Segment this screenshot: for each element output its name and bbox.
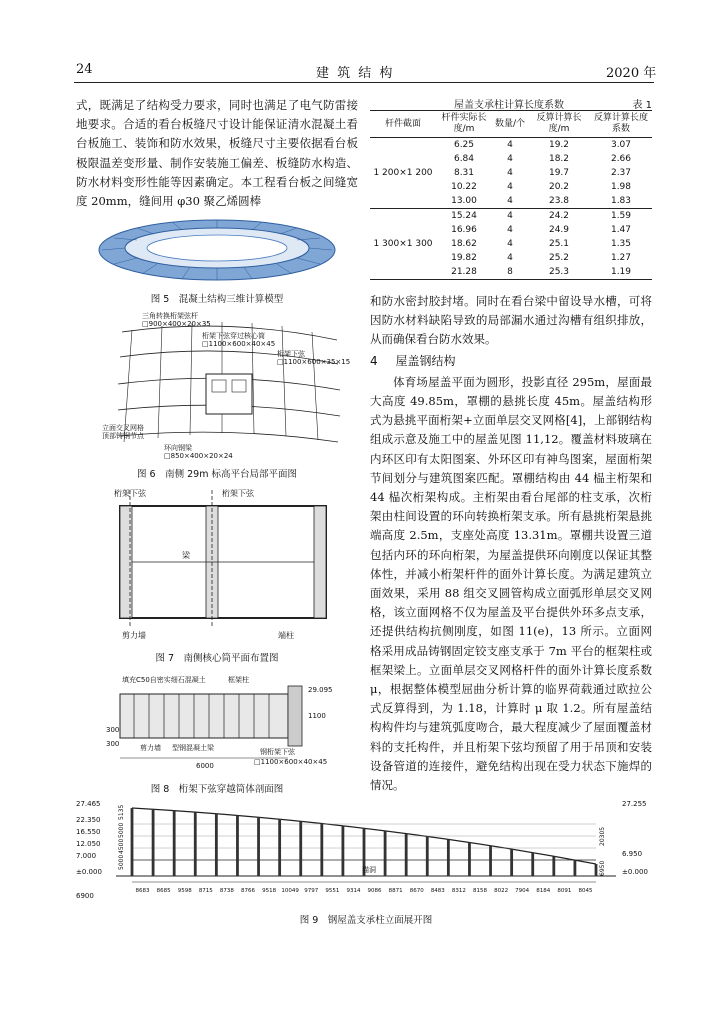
cell: 8	[507, 267, 513, 277]
cell: 4	[507, 253, 513, 263]
fig9-column	[552, 856, 555, 876]
fig7-caption: 图 7 南侧核心筒平面布置图	[155, 653, 279, 664]
fig8-label-h: 钢桁架下弦	[260, 748, 295, 756]
fig9-bottom-dim: 8184	[536, 888, 551, 894]
fig9-column	[405, 834, 408, 876]
fig5-3d-model	[92, 208, 342, 286]
left-intro-text	[76, 96, 358, 211]
th-length: 杆件实际长度/m	[436, 111, 492, 138]
fig8-label-d: 1100	[308, 712, 326, 720]
cell: 3.07	[610, 140, 632, 150]
right-paragraph-top: 和防水密封胶封堵。同时在看台梁中留设导水槽，可将因防水材料缺陷导致的局部漏水通过沟槽有组织排放，从而确保看台防水效果。	[370, 294, 652, 347]
cell: 1.98	[610, 182, 632, 192]
fig9-column	[320, 823, 323, 876]
fig9-bottom-dim: 8483	[430, 888, 445, 894]
fig6-caption: 图 6 南侧 29m 标高平台局部平面图	[137, 469, 297, 480]
left-paragraph: 式，既满足了结构受力要求，同时也满足了电气防雷接地要求。合适的看台板缝尺寸设计能保证清水混凝土看台板施工、装饰和防水效果，板缝尺寸主要依据看台板极限温差变形量、制作安装施工偏差、板缝防水构造、防水材料变形性能等因素确定。本工程看台板之间缝宽度 20mm，缝间用 φ30 聚乙烯圆棒	[76, 98, 358, 209]
th-coef: 反算计算长度系数	[590, 111, 652, 138]
fig9-right-elev-1: 6.950	[622, 850, 643, 858]
cell: 20.2	[548, 182, 570, 192]
fig8-label-i: 6000	[196, 762, 214, 770]
fig9-bottom-dim: 9086	[367, 888, 382, 894]
th-count: 数量/个	[492, 111, 528, 138]
fig6-platform-plan	[102, 312, 352, 462]
fig9-bottom-dim: 8738	[219, 888, 234, 894]
fig9-column	[173, 811, 176, 876]
fig6-label-e2: □850×400×20×24	[164, 452, 233, 460]
fig9-column	[131, 808, 134, 876]
right-text-column	[370, 292, 652, 795]
table-row	[370, 209, 652, 224]
table-row	[370, 138, 652, 153]
section4-title: 屋盖钢结构	[395, 353, 456, 368]
fig9-left-elev-5: ±0.000	[76, 868, 102, 876]
cell: 4	[507, 239, 513, 249]
fig9-bottom-dim: 8871	[388, 888, 403, 894]
cell: 4	[507, 196, 513, 206]
fig9-left-dim-0: 5135	[118, 804, 125, 820]
fig9-left-elev-3: 12.050	[76, 840, 101, 848]
cell: 8.31	[453, 168, 475, 178]
cell: 24.2	[528, 209, 590, 224]
fig9-column	[574, 860, 577, 876]
fig9-left-dim-2: 4500	[118, 838, 125, 854]
cell: 4	[507, 182, 513, 192]
fig9-left-elev-0: 27.465	[76, 800, 101, 808]
cell: 25.1	[548, 239, 570, 249]
cell: 16.96	[451, 225, 477, 235]
fig9-bottom-dim: 10049	[281, 888, 299, 894]
fig9-left-elev-1: 22.350	[76, 816, 101, 824]
fig9-column	[194, 812, 197, 876]
cell: 10.22	[451, 182, 477, 192]
fig9-bottom-dim: 8685	[156, 888, 171, 894]
cell: 1.35	[610, 239, 632, 249]
right-paragraph-body: 体育场屋盖平面为圆形，投影直径 295m，屋面最大高度 49.85m，罩棚的悬挑长度 45m。屋盖结构形式为悬挑平面桁架+立面单层交叉网格[4]，上部钢结构组成示意及施工中的屋盖见图 11,12。覆盖材料玻璃在内环区印有太阳图案、外环区印有神鸟图案，屋面桁架节间划分与建筑图案匹配。罩棚结构由 44 榀主桁架和 44 榀次桁架构成。主桁架由看台尾部的柱支承，次桁架由柱间设置的环向转换桁架支承。所有悬挑桁架悬挑端高度 2.5m，支座处高度 13.31m。罩棚共设置三道包括内环的环向桁架，为屋盖提供环向刚度以保证其整体性，并减小桁架杆件的面外计算长度。为满足建筑立面效果，采用 88 组交叉圆管构成立面弧形单层交叉网格，该立面网格不仅为屋盖及平台提供外环多点支承，还提供结构抗侧刚度，如图 11(e)，13 所示。立面网格采用成品铸钢固定铰支座支承于 7m 平台的框架柱或框架梁上。立面单层交叉网格杆件的面外计算长度系数 μ，根据整体模型屈曲分析计算的临界荷载通过欧拉公式反算得到，为 1.18，计算时 μ 取 1.2。所有屋盖结构构件均与建筑弧度吻合，最大程度减少了屋面覆盖材料的支托构件，并且桁架下弦均预留了用于吊顶和安装设备管道的连接件，避免结构出现在受力状态下施焊的情况。	[370, 374, 652, 793]
fig9-column	[531, 853, 534, 876]
fig8-label-a: 填充C50自密实细石混凝土	[122, 676, 206, 684]
fig9-bottom-dim: 8312	[451, 888, 466, 894]
fig9-caption: 图 9 钢屋盖支承柱立面展开图	[299, 915, 433, 926]
fig9-right-dim-0: 20305	[599, 826, 606, 846]
fig6-label-a: 三角转换桁架弦杆	[142, 312, 198, 320]
fig9-left-elev-6: 6900	[76, 892, 94, 900]
fig9-column	[299, 821, 302, 876]
cell-section: 1 300×1 300	[370, 209, 436, 280]
fig9-bottom-dim: 9797	[304, 888, 319, 894]
table1-grid	[370, 111, 652, 279]
fig5-field	[147, 235, 287, 261]
fig9-bottom-dim: 8091	[557, 888, 572, 894]
fig9-right-elev-2: ±0.000	[622, 868, 648, 876]
fig9-elevation	[76, 798, 656, 906]
fig9-column	[278, 819, 281, 876]
table1-caption	[370, 96, 652, 111]
fig9-column	[510, 849, 513, 876]
fig9-right-dim-1: 6950	[599, 860, 606, 876]
cell: 18.2	[548, 154, 570, 164]
fig9-left-dim-1: 5000	[118, 822, 125, 838]
fig9-bottom-dim: 9551	[325, 888, 340, 894]
cell: 2.37	[610, 168, 632, 178]
fig6-label-e: 环向钢梁	[164, 444, 192, 452]
fig6-label-a2: □900×400×20×35	[142, 320, 211, 328]
fig9-left-elev-2: 16.550	[76, 828, 101, 836]
fig6-label-b2: □1100×600×40×45	[202, 340, 276, 348]
fig7-core-plan	[110, 486, 340, 644]
th-section: 杆件截面	[370, 111, 436, 138]
cell: 13.00	[451, 196, 477, 206]
fig6-label-b: 桁架下弦穿过核心筒	[202, 332, 265, 340]
fig9-left-dim-3: 5000	[118, 854, 125, 870]
fig9-column	[468, 843, 471, 876]
journal-title: 建 筑 结 构	[316, 66, 395, 81]
fig8-section	[104, 672, 344, 772]
fig6-label-d: 立面交叉网格	[102, 424, 144, 432]
cell: 4	[507, 140, 513, 150]
cell: 1.27	[610, 253, 632, 263]
cell: 2.66	[610, 154, 632, 164]
fig9-bottom-dim: 8158	[473, 888, 487, 894]
cell: 6.25	[453, 140, 475, 150]
fig9-bottom-dim: 7904	[515, 888, 530, 894]
fig9-bottom-dim: 9518	[262, 888, 277, 894]
cell: 4	[507, 154, 513, 164]
fig7-label-b: 桁架下弦	[222, 489, 254, 498]
cell: 4	[507, 225, 513, 235]
fig9-column	[215, 814, 218, 876]
fig8-label-c: 29.095	[308, 686, 333, 694]
fig8-label-j: 300	[106, 740, 120, 748]
fig9-bottom-dim: 9314	[346, 888, 361, 894]
fig9-bottom-dims	[136, 888, 593, 894]
fig7-label-d: 剪力墙	[122, 631, 146, 640]
fig8-beam	[120, 694, 288, 738]
fig9-label: 猫洞	[362, 866, 376, 874]
cell: 19.82	[451, 253, 477, 263]
fig7-label-c: 梁	[182, 551, 190, 560]
cell: 25.2	[548, 253, 570, 263]
cell: 4	[507, 168, 513, 178]
cell: 18.62	[451, 239, 477, 249]
cell: 6.84	[453, 154, 475, 164]
fig9-column	[384, 831, 387, 876]
cell: 1.83	[610, 196, 632, 206]
table1-title: 屋盖支承柱计算长度系数	[454, 100, 564, 111]
fig9-column	[236, 815, 239, 876]
fig9-bottom-dim: 8683	[135, 888, 150, 894]
fig7-label-e: 端柱	[278, 631, 294, 640]
fig9-column	[489, 846, 492, 876]
fig7-label-a: 桁架下弦	[114, 489, 146, 498]
page-number: 24	[76, 62, 93, 77]
section4-heading	[370, 352, 652, 371]
cell: 4	[492, 209, 528, 224]
fig9-bottom-dim: 9598	[177, 888, 192, 894]
cell: 19.2	[548, 140, 570, 150]
fig8-label-b: 框架柱	[228, 676, 249, 684]
fig9-column	[595, 864, 598, 876]
fig6-label-c: 桁架下弦	[277, 350, 305, 358]
cell: 25.3	[548, 267, 570, 277]
cell: 23.8	[548, 196, 570, 206]
cell: 1.47	[610, 225, 632, 235]
fig9-column	[152, 809, 155, 876]
fig9-right-elev-0: 27.255	[622, 800, 647, 808]
cell: 1.19	[610, 267, 632, 277]
fig8-label-f: 剪力墙	[140, 744, 161, 752]
cell: 19.7	[548, 168, 570, 178]
fig9-column	[257, 817, 260, 876]
issue-year: 2020 年	[606, 66, 657, 81]
cell: 1.59	[590, 209, 652, 224]
fig9-bottom-dim: 8022	[494, 888, 509, 894]
fig5-caption: 图 5 混凝土结构三维计算模型	[150, 294, 284, 305]
fig9-bottom-dim: 8715	[198, 888, 213, 894]
fig8-label-g: 型钢混凝土梁	[172, 744, 214, 752]
fig8-label-e: 300	[106, 726, 120, 734]
cell: 15.24	[436, 209, 492, 224]
table1-header-row	[370, 111, 652, 138]
fig9-column	[426, 837, 429, 876]
table1	[370, 110, 652, 280]
th-calc-length: 反算计算长度/m	[528, 111, 590, 138]
fig9-column	[342, 826, 345, 876]
fig8-label-h2: □1100×600×40×45	[254, 758, 328, 766]
fig9-bottom-dim: 8045	[578, 888, 593, 894]
fig9-column	[447, 840, 450, 877]
fig6-label-c2: □1100×600×35×15	[277, 358, 351, 366]
fig9-bottom-dim: 8670	[409, 888, 424, 894]
header-rule	[74, 82, 654, 83]
cell-section: 1 200×1 200	[373, 168, 433, 178]
section4-number: 4	[370, 353, 378, 368]
cell: 24.9	[548, 225, 570, 235]
fig6-label-d2: 顶部铸钢节点	[102, 432, 144, 440]
fig9-bottom-dim: 8766	[241, 888, 255, 894]
cell: 21.28	[451, 267, 477, 277]
fig8-caption: 图 8 桁架下弦穿越筒体剖面图	[150, 784, 284, 795]
fig9-left-elev-4: 7.000	[76, 852, 97, 860]
table1-label: 表 1	[632, 100, 652, 111]
